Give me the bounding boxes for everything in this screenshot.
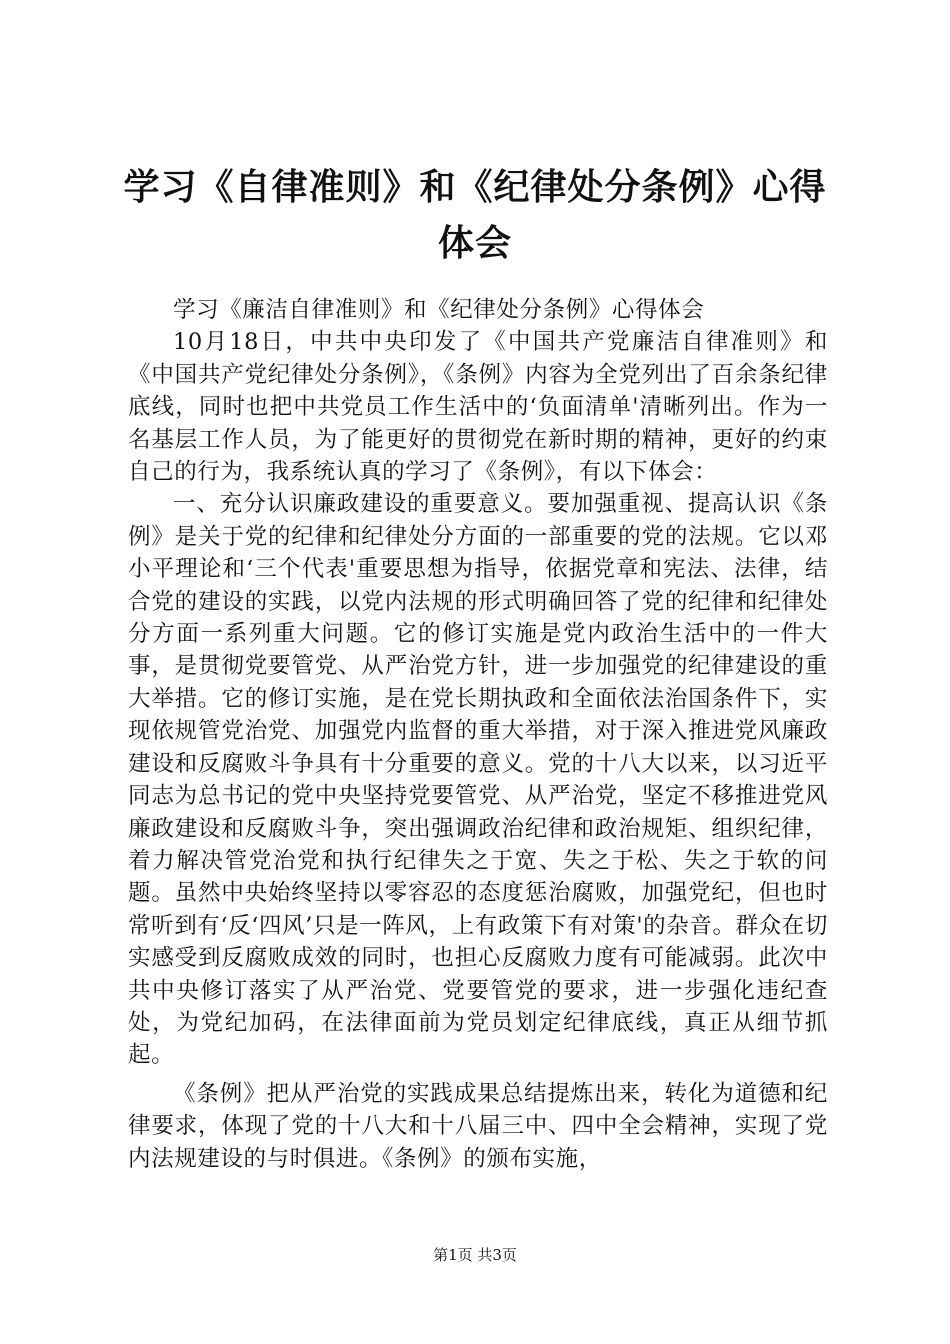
document-body: [128, 294, 828, 1175]
paragraph-section-one: 一、充分认识廉政建设的重要意义。要加强重视、提高认识《条例》是关于党的纪律和纪律处分方面的一部重要的党的法规。它以邓小平理论和‘三个代表'重要思想为指导，依据党章和宪法、法律，结合党的建设的实践，以党内法规的形式明确回答了党的纪律和纪律处分方面一系列重大问题。它的修订实施是党内政治生活中的一件大事，是贯彻党要管党、从严治党方针，进一步加强党的纪律建设的重大举措。它的修订实施，是在党长期执政和全面依法治国条件下，实现依规管党治党、加强党内监督的重大举措，对于深入推进党风廉政建设和反腐败斗争具有十分重要的意义。党的十八大以来，以习近平同志为总书记的党中央坚持党要管党、从严治党，坚定不移推进党风廉政建设和反腐败斗争，突出强调政治纪律和政治规矩、组织纪律，着力解决管党治党和执行纪律失之于宽、失之于松、失之于软的问题。虽然中央始终坚持以零容忍的态度惩治腐败，加强党纪，但也时常听到有‘反‘四风’只是一阵风，上有政策下有对策'的杂音。群众在切实感受到反腐败成效的同时，也担心反腐败力度有可能减弱。此次中共中央修订落实了从严治党、党要管党的要求，进一步强化违纪查处，为党纪加码，在法律面前为党员划定纪律底线，真正从细节抓起。: [128, 491, 828, 1069]
paragraph-intro: 10月18日，中共中央印发了《中国共产党廉洁自律准则》和《中国共产党纪律处分条例》，《条例》内容为全党列出了百余条纪律底线，同时也把中共党员工作生活中的‘负面清单'清晰列出。作为一名基层工作人员，为了能更好的贯彻党在新时期的精神，更好的约束自己的行为，我系统认真的学习了《条例》，有以下体会：: [128, 329, 828, 486]
paragraph-continuation: 《条例》把从严治党的实践成果总结提炼出来，转化为道德和纪律要求，体现了党的十八大和十八届三中、四中全会精神，实现了党内法规建设的与时俱进。《条例》的颁布实施，: [128, 1080, 828, 1172]
document-title: 学习《自律准则》和《纪律处分条例》心得体会: [123, 167, 827, 264]
paragraph-subtitle: 学习《廉洁自律准则》和《纪律处分条例》心得体会: [173, 297, 705, 323]
page-footer: 第1页 共3页: [433, 1246, 517, 1264]
